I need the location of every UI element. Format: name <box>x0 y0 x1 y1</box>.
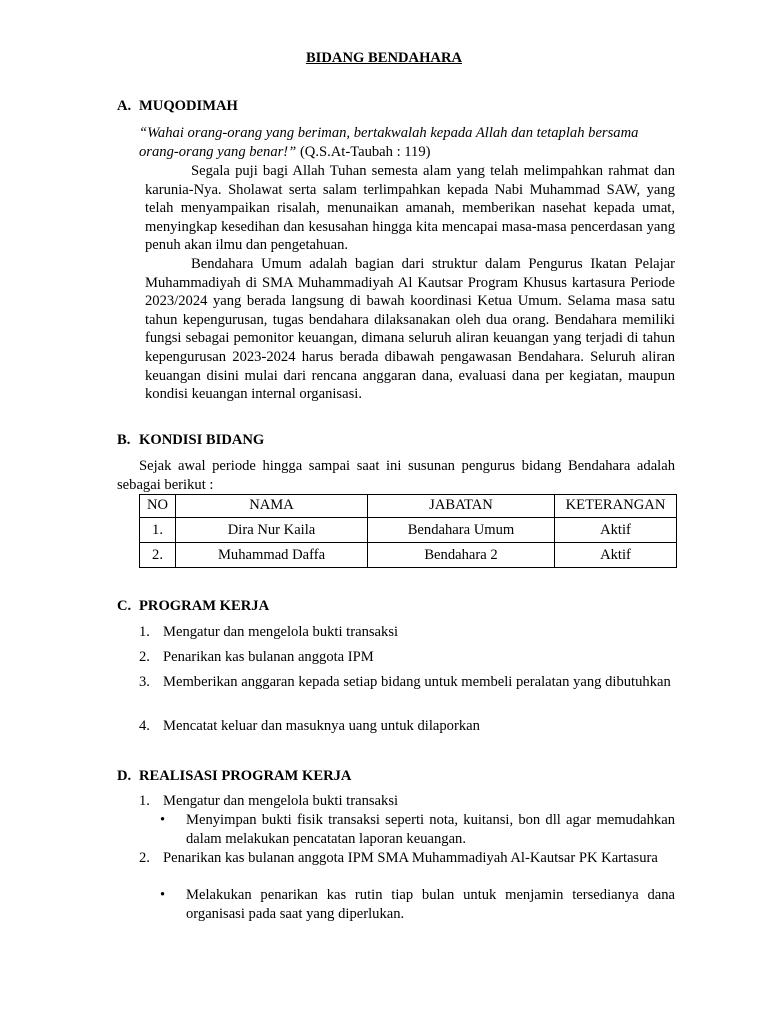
list-number: 1. <box>139 624 150 640</box>
table-cell: Aktif <box>555 543 677 568</box>
section-b-title: KONDISI BIDANG <box>139 432 265 448</box>
section-d-letter: D. <box>117 768 132 784</box>
section-c-title: PROGRAM KERJA <box>139 598 270 614</box>
muqodimah-paragraph-1 <box>145 162 675 255</box>
table-cell: Bendahara Umum <box>368 518 555 543</box>
table-cell: Muhammad Daffa <box>176 543 368 568</box>
section-c-heading <box>117 597 269 616</box>
sub-list-item: Menyimpan bukti fisik transaksi seperti nota, kuitansi, bon dll agar memudahkan dalam melakukan pencatatan laporan keuangan. <box>186 812 675 847</box>
table-header-cell: NO <box>140 495 176 518</box>
kondisi-intro-text: Sejak awal periode hingga sampai saat ini susunan pengurus bidang Bendahara adalah sebagai berikut : <box>117 458 675 493</box>
list-number: 3. <box>139 674 150 690</box>
list-number: 2. <box>139 850 150 866</box>
table-header-cell: NAMA <box>176 495 368 518</box>
page-title: BIDANG BENDAHARA <box>305 50 463 66</box>
list-item: Mengatur dan mengelola bukti transaksi <box>163 793 399 809</box>
table-header-cell: KETERANGAN <box>555 495 677 518</box>
table-cell: Bendahara 2 <box>368 543 555 568</box>
list-item: Penarikan kas bulanan anggota IPM SMA Muhammadiyah Al-Kautsar PK Kartasura <box>163 850 658 866</box>
list-number: 2. <box>139 649 150 665</box>
table-cell: Aktif <box>555 518 677 543</box>
section-c-letter: C. <box>117 598 132 614</box>
table-row <box>140 518 677 543</box>
table-row <box>140 543 677 568</box>
bullet-icon: • <box>160 887 166 903</box>
list-item: Mengatur dan mengelola bukti transaksi <box>163 624 399 640</box>
list-number: 4. <box>139 718 150 734</box>
muqodimah-paragraph-1-text: Segala puji bagi Allah Tuhan semesta alam yang telah melimpahkan rahmat dan karunia-Nya. Sholawat serta salam terlimpahkan kepada Nabi Muhammad SAW, yang telah menyampaikan risalah, menunaikan amanah, memberikan nasehat kepada umat, menyingkap kesedihan dan kesusahan hingga kita mencapai masa-masa pencerdasan yang penuh akan ilmu dan pengetahuan. <box>145 163 675 254</box>
section-b-heading <box>117 431 264 450</box>
table-header-cell: JABATAN <box>368 495 555 518</box>
section-a-title: MUQODIMAH <box>139 98 238 114</box>
list-item: Penarikan kas bulanan anggota IPM <box>163 649 374 665</box>
table-cell: 1. <box>140 518 176 543</box>
sub-list-item: Melakukan penarikan kas rutin tiap bulan untuk menjamin tersedianya dana organisasi pada saat yang diperlukan. <box>186 887 675 922</box>
section-d-heading <box>117 767 351 786</box>
muqodimah-paragraph-2-text: Bendahara Umum adalah bagian dari struktur dalam Pengurus Ikatan Pelajar Muhammadiyah di SMA Muhammadiyah Al Kautsar Program Khusus kartasura Periode 2023/2024 yang berada langsung di bawah koordinasi Ketua Umum. Selama masa satu tahun kepengurusan, tugas bendahara dilaksanakan oleh dua orang. Bendahara memiliki fungsi sebagai pemonitor keuangan, dimana seluruh aliran keuangan yang terjadi di tahun kepengurusan 2023-2024 harus berada dibawah pengawasan Bendahara. Seluruh aliran keuangan disini mulai dari rencana anggaran dana, evaluasi dana per kegiatan, maupun kondisi keuangan internal organisasi. <box>145 256 675 403</box>
kondisi-intro <box>117 457 675 494</box>
list-number: 1. <box>139 793 150 809</box>
table-cell: Dira Nur Kaila <box>176 518 368 543</box>
muqodimah-paragraph-2 <box>145 255 675 404</box>
list-item: Mencatat keluar dan masuknya uang untuk dilaporkan <box>163 718 480 734</box>
section-d-title: REALISASI PROGRAM KERJA <box>139 768 352 784</box>
bullet-icon: • <box>160 812 166 828</box>
list-item: Memberikan anggaran kepada setiap bidang untuk membeli peralatan yang dibutuhkan <box>163 674 671 690</box>
quote-reference: (Q.S.At-Taubah : 119) <box>296 143 431 160</box>
quote-text: “Wahai orang-orang yang beriman, bertakwalah kepada Allah dan tetaplah bersama orang-orang yang benar!” <box>139 125 639 160</box>
section-b-letter: B. <box>117 432 131 448</box>
table-cell: 2. <box>140 543 176 568</box>
pengurus-table <box>139 494 677 568</box>
quote-block <box>139 124 675 161</box>
section-a-heading <box>117 97 238 116</box>
table-header-row <box>140 495 677 518</box>
section-a-letter: A. <box>117 98 132 114</box>
